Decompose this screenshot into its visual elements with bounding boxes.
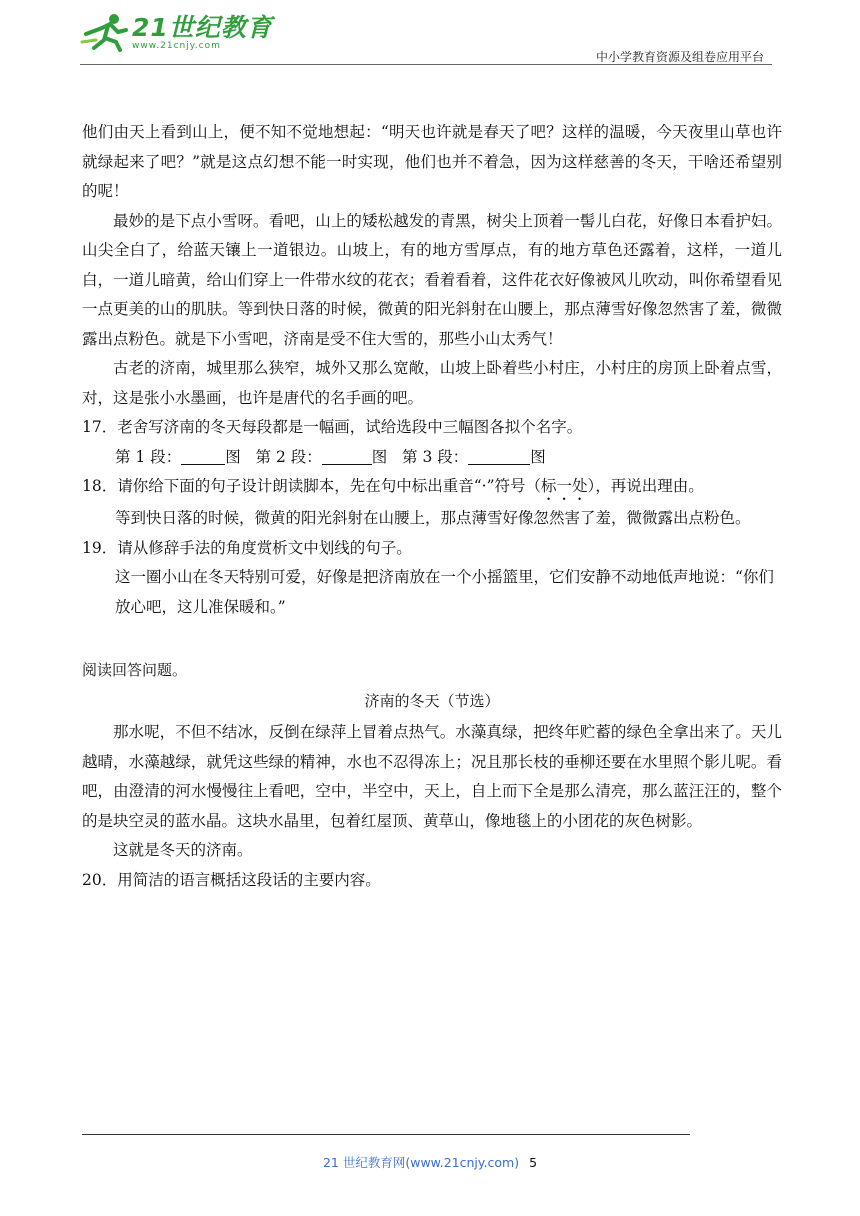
question-19-sentence: 这一圈小山在冬天特别可爱，好像是把济南放在一个小摇篮里，它们安静不动地低声地说：“你们放心吧，这儿准保暖和。” (115, 568, 774, 616)
question-18-sentence: 等到快日落的时候，微黄的阳光斜射在山腰上，那点薄雪好像忽然害了羞，微微露出点粉色。 (115, 509, 751, 527)
answer-blank-2[interactable] (322, 448, 372, 465)
passage2-paragraph-1: 那水呢，不但不结冰，反倒在绿萍上冒着点热气。水藻真绿，把终年贮蓄的绿色全拿出来了。天儿越晴，水藻越绿，就凭这些绿的精神，水也不忍得冻上；况且那长枝的垂柳还要在水里照个影儿呢。看吧，由澄清的河水慢慢往上看吧，空中，半空中，天上，自上而下全是那么清亮，那么蓝汪汪的，整个的是块空灵的蓝水晶。这块水晶里，包着红屋顶、黄草山，像地毯上的小团花的灰色树影。 (82, 723, 782, 830)
seg2-label: 第 2 段： (255, 447, 322, 466)
footer-link[interactable]: 21 世纪教育网(www.21cnjy.com) (322, 1155, 520, 1170)
question-17: 17．老舍写济南的冬天每段都是一幅画，试给选段中三幅图各拟个名字。 (82, 418, 583, 436)
passage1-paragraph-3: 古老的济南，城里那么狭窄，城外又那么宽敞，山坡上卧着些小村庄，小村庄的房顶上卧着点雪，对，这是张小水墨画，也许是唐代的名手画的吧。 (82, 359, 782, 407)
seg2-suffix: 图 (371, 447, 388, 466)
platform-name: 中小学教育资源及组卷应用平台 (595, 50, 764, 64)
question-20: 20．用简洁的语言概括这段话的主要内容。 (82, 870, 381, 889)
logo-name: 21世纪教育 (132, 12, 273, 42)
passage2-paragraph-2: 这就是冬天的济南。 (113, 841, 253, 859)
header-divider (80, 64, 772, 65)
seg3-suffix: 图 (530, 447, 546, 466)
footer-divider (82, 1134, 690, 1135)
runner-logo-icon (80, 12, 130, 52)
section-heading: 阅读回答问题。 (82, 661, 188, 679)
answer-blank-3[interactable] (468, 448, 530, 465)
page-footer (0, 1153, 860, 1171)
passage1-paragraph-2: 最妙的是下点小雪呀。看吧，山上的矮松越发的青黑，树尖上顶着一髻儿白花，好像日本看护妇。山尖全白了，给蓝天镶上一道银边。山坡上，有的地方雪厚点，有的地方草色还露着，这样，一道儿白，一道儿暗黄，给山们穿上一件带水纹的花衣；看着看着，这件花衣好像被风儿吹动，叫你希望看见一点更美的山的肌肤。等到快日落的时候，微黄的阳光斜射在山腰上，那点薄雪好像忽然害了羞，微微露出点粉色。就是下小雪吧，济南是受不住大雪的，那些小山太秀气！ (82, 211, 782, 348)
answer-blank-1[interactable] (181, 448, 225, 465)
seg3-label: 第 3 段： (402, 447, 469, 466)
page-number: 5 (529, 1155, 538, 1170)
seg1-label: 第 1 段： (115, 447, 182, 466)
passage-title: 济南的冬天（节选） (364, 692, 500, 710)
seg1-suffix: 图 (225, 447, 241, 466)
page-header (80, 8, 772, 66)
question-18 (82, 472, 782, 504)
question-18-text-a: 18．请你给下面的句子设计朗读脚本，先在句中标出重音“·”符号（ (82, 477, 542, 495)
passage1-paragraph-1: 他们由天上看到山上，便不知不觉地想起：“明天也许就是春天了吧？这样的温暖，今天夜里山草也许就绿起来了吧？”就是这点幻想不能一时实现，他们也并不着急，因为这样慈善的冬天，干啥还希望别的呢！ (82, 123, 782, 200)
question-18-dotted: 标一处 (541, 477, 588, 495)
question-18-text-b: ），再说出理由。 (587, 477, 704, 495)
question-17-answers (82, 443, 782, 473)
logo-url: www.21cnjy.com (132, 40, 221, 51)
question-19: 19．请从修辞手法的角度赏析文中划线的句子。 (82, 538, 412, 557)
document-body (82, 118, 782, 895)
site-logo[interactable] (80, 12, 273, 52)
